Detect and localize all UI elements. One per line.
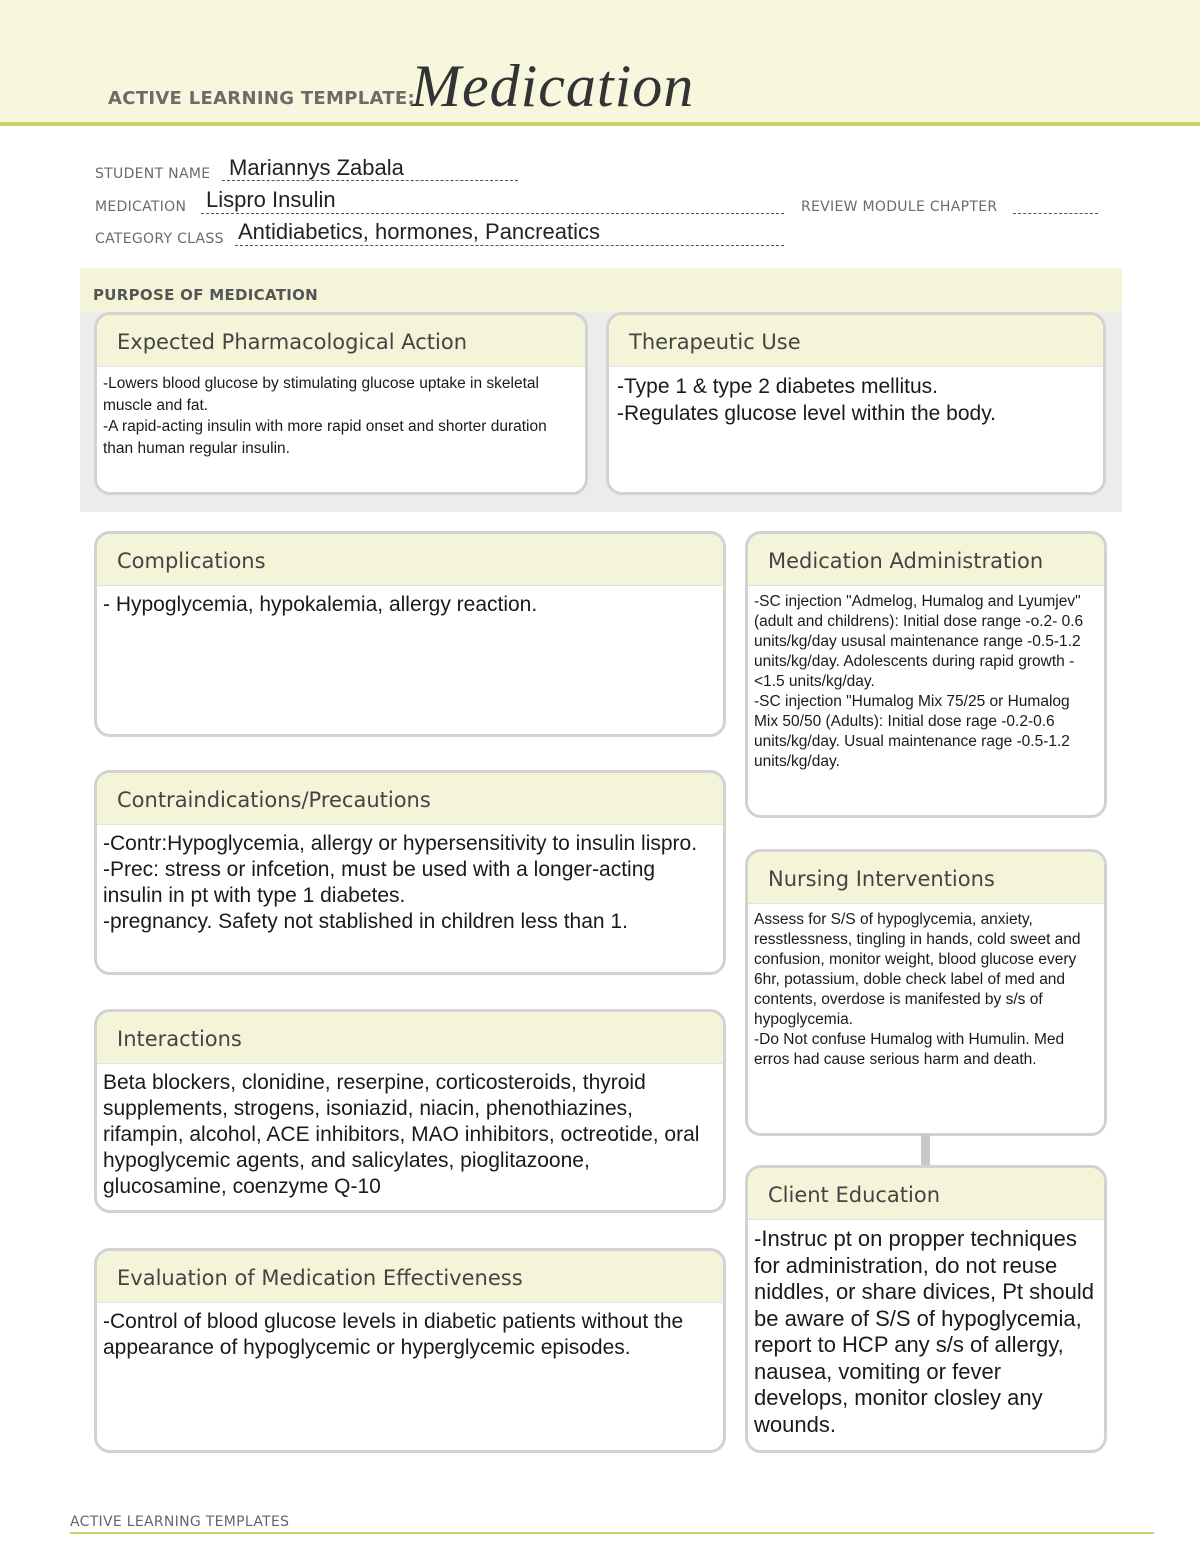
footer-rule [70,1532,1154,1534]
nursing-interventions-header [748,852,1104,904]
evaluation-title: Evaluation of Medication Effectiveness [117,1266,523,1290]
client-education-title: Client Education [768,1183,941,1207]
medication-administration-header [748,534,1104,586]
student-name-label: STUDENT NAME [95,166,211,182]
complications-text[interactable]: - Hypoglycemia, hypokalemia, allergy reaction. [103,593,538,616]
complications-title: Complications [117,549,266,573]
category-class-field[interactable]: Antidiabetics, hormones, Pancreatics [238,219,600,244]
client-education-header [748,1168,1104,1220]
therapeutic-use-header [609,315,1103,367]
nursing-interventions-card [745,849,1107,1136]
expected-action-title: Expected Pharmacological Action [117,330,468,354]
nursing-interventions-title: Nursing Interventions [768,867,995,891]
complications-header [97,534,723,586]
medication-administration-text[interactable]: -SC injection "Admelog, Humalog and Lyumjev" (adult and childrens): Initial dose range -o.2- 0.6 units/kg/day ususal maintenance range -0.5-1.2 units/kg/day. Adolescents during rapid growth -<1.5 units/kg/day. -SC injection "Humalog Mix 75/25 or Humalog Mix 50/50 (Adults): Initial dose rage -0.2-0.6 units/kg/day. Usual maintenance rage -0.5-1.2 units/kg/day. [754,593,1084,770]
medication-administration-title: Medication Administration [768,549,1044,573]
medication-line [201,213,784,214]
medication-administration-card [745,531,1107,818]
review-module-label: REVIEW MODULE CHAPTER [801,199,998,215]
medication-field[interactable]: Lispro Insulin [206,187,336,212]
evaluation-header [97,1251,723,1303]
category-class-label: CATEGORY CLASS [95,231,224,247]
contraindications-header [97,773,723,825]
header-rule [0,122,1200,126]
expected-action-card [94,312,588,495]
category-class-line [235,245,784,246]
expected-action-text[interactable]: -Lowers blood glucose by stimulating glucose uptake in skeletal muscle and fat. -A rapid-acting insulin with more rapid onset and shorter duration than human regular insulin. [103,375,547,457]
medication-label: MEDICATION [95,199,187,215]
review-module-line [1013,213,1098,214]
therapeutic-use-card [606,312,1106,495]
contraindications-card [94,770,726,975]
contraindications-title: Contraindications/Precautions [117,788,431,812]
footer-label: ACTIVE LEARNING TEMPLATES [70,1514,290,1530]
evaluation-text[interactable]: -Control of blood glucose levels in diabetic patients without the appearance of hypoglycemic or hyperglycemic episodes. [103,1310,684,1359]
evaluation-card [94,1248,726,1453]
template-title: Medication [411,53,695,119]
connector-bar [921,1134,930,1168]
purpose-header [80,268,1122,312]
interactions-title: Interactions [117,1027,242,1051]
complications-card [94,531,726,737]
therapeutic-use-title: Therapeutic Use [629,330,801,354]
nursing-interventions-text[interactable]: Assess for S/S of hypoglycemia, anxiety, resstlessness, tingling in hands, cold sweet and confusion, monitor weight, blood glucose every 6hr, potassium, doble check label of med and contents, overdose is manifested by s/s of hypoglycemia. -Do Not confuse Humalog with Humulin. Med erros had cause serious harm and death. [754,911,1081,1068]
client-education-text[interactable]: -Instruc pt on propper techniques for administration, do not reuse niddles, or share divices, Pt should be aware of S/S of hypoglycemia, report to HCP any s/s of allergy, nausea, vomiting or fever develops, monitor closley any wounds. [754,1226,1094,1437]
interactions-header [97,1012,723,1064]
purpose-label: PURPOSE OF MEDICATION [93,286,319,304]
expected-action-header [97,315,585,367]
therapeutic-use-text[interactable]: -Type 1 & type 2 diabetes mellitus. -Regulates glucose level within the body. [617,375,996,425]
student-name-field[interactable]: Mariannys Zabala [229,155,404,180]
interactions-text[interactable]: Beta blockers, clonidine, reserpine, corticosteroids, thyroid supplements, strogens, isoniazid, niacin, phenothiazines, rifampin, alcohol, ACE inhibitors, MAO inhibitors, octreotide, oral hypoglycemic agents, and salicylates, pioglitazoone, glucosamine, coenzyme Q-10 [103,1071,700,1198]
client-education-card [745,1165,1107,1453]
interactions-card [94,1009,726,1213]
contraindications-text[interactable]: -Contr:Hypoglycemia, allergy or hypersensitivity to insulin lispro. -Prec: stress or infcetion, must be used with a longer-acting insulin in pt with type 1 diabetes. -pregnancy. Safety not stablished in children less than 1. [103,832,698,933]
template-label: ACTIVE LEARNING TEMPLATE: [108,88,415,109]
